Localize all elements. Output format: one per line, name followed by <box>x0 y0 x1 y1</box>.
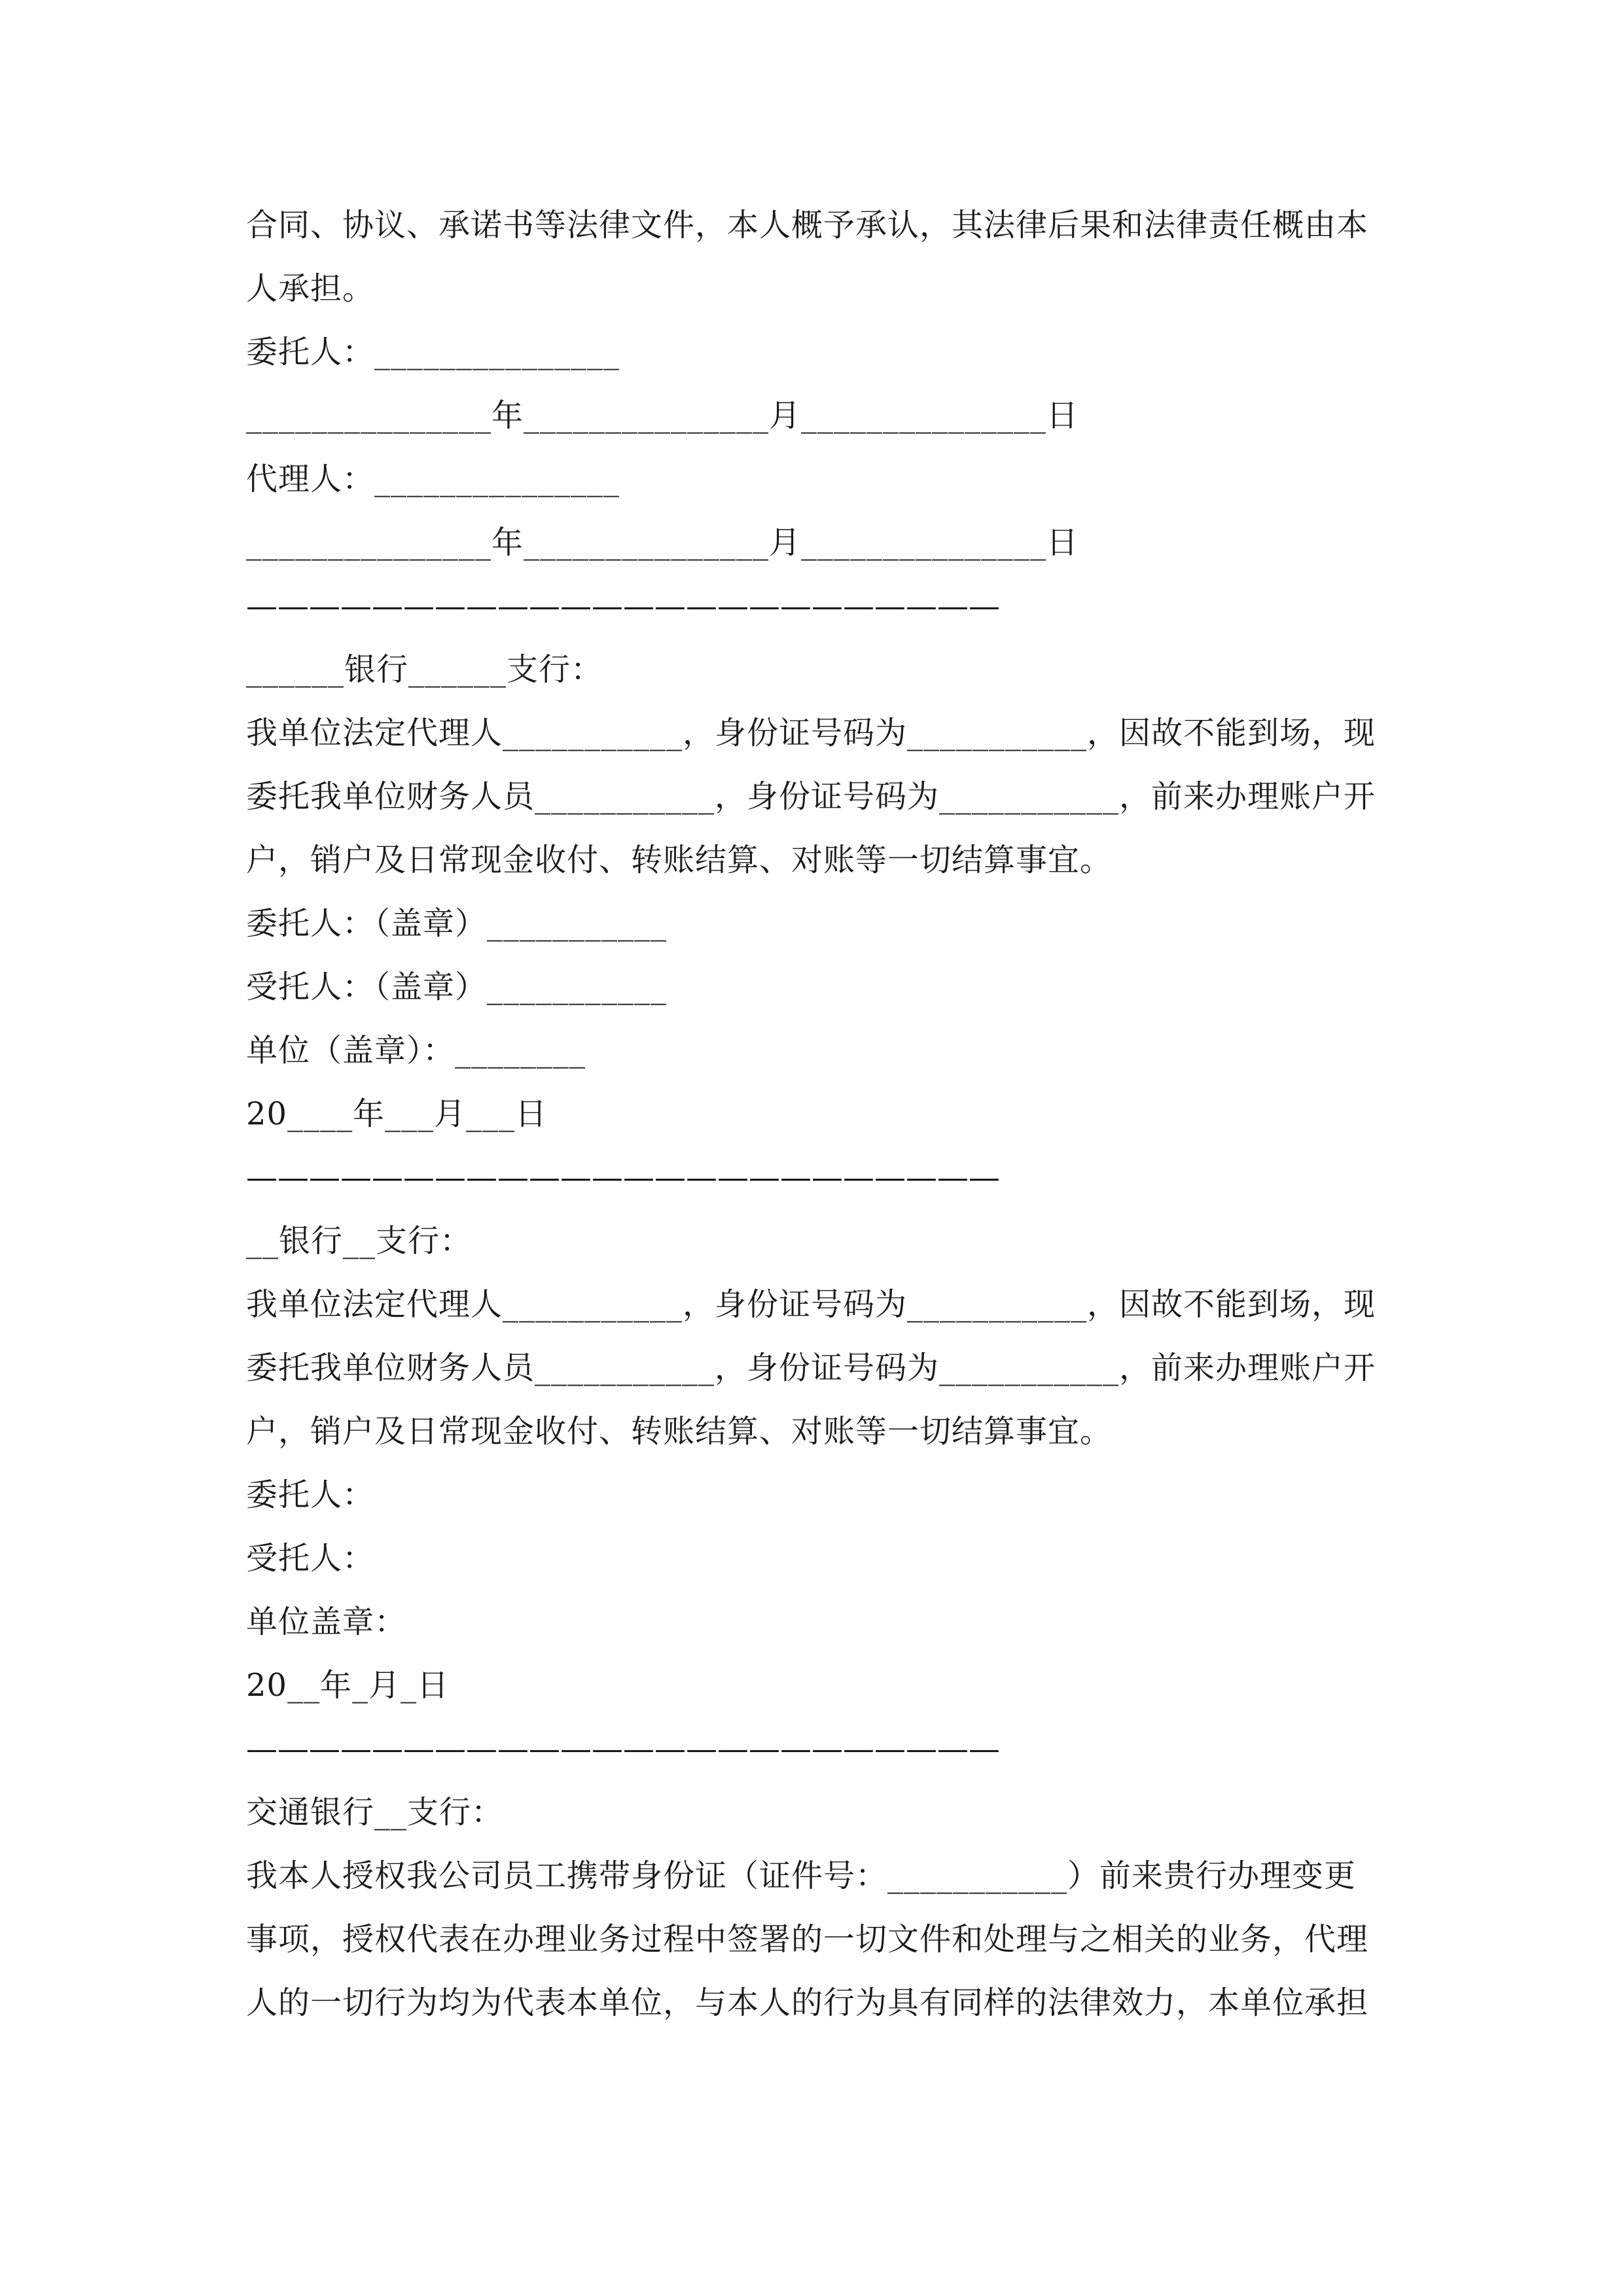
text-line: 人的一切行为均为代表本单位，与本人的行为具有同样的法律效力，本单位承担 <box>246 1984 1369 2021</box>
text-line: 户，销户及日常现金收付、转账结算、对账等一切结算事宜。 <box>246 1413 1113 1450</box>
agent-signature-line: 代理人：_______________ <box>246 461 620 497</box>
principal-signature-line: 委托人：_______________ <box>246 334 620 370</box>
principal-line: 委托人： <box>246 1477 375 1513</box>
text-line: 事项，授权代表在办理业务过程中签署的一切文件和处理与之相关的业务，代理 <box>246 1921 1369 1958</box>
text-line: 人承担。 <box>246 270 375 307</box>
agent-date-line: _______________年_______________月_______________日 <box>246 524 1079 561</box>
bank-branch-heading: __银行__支行： <box>246 1223 473 1259</box>
section-separator: ———————————————————————— <box>246 1159 1000 1196</box>
document-page <box>246 194 1378 2035</box>
section-separator: ———————————————————————— <box>246 588 1000 624</box>
date-line: 20____年___月___日 <box>246 1096 548 1132</box>
bank-branch-heading: 交通银行__支行： <box>246 1794 504 1831</box>
section-separator: ———————————————————————— <box>246 1731 1000 1767</box>
unit-seal-line: 单位（盖章）：________ <box>246 1032 586 1069</box>
text-line: 委托我单位财务人员___________，身份证号码为___________，前来办理账户开 <box>246 778 1376 815</box>
date-line: 20__年_月_日 <box>246 1667 450 1704</box>
principal-seal-line: 委托人：（盖章）___________ <box>246 905 668 942</box>
text-line: 户，销户及日常现金收付、转账结算、对账等一切结算事宜。 <box>246 842 1113 878</box>
text-line: 委托我单位财务人员___________，身份证号码为___________，前来办理账户开 <box>246 1350 1376 1386</box>
text-line: 我本人授权我公司员工携带身份证（证件号：___________）前来贵行办理变更 <box>246 1857 1357 1894</box>
trustee-line: 受托人： <box>246 1540 375 1577</box>
principal-date-line: _______________年_______________月_______________日 <box>246 397 1079 434</box>
text-line: 合同、协议、承诺书等法律文件，本人概予承认，其法律后果和法律责任概由本 <box>246 207 1369 243</box>
bank-branch-heading: ______银行______支行： <box>246 651 603 688</box>
unit-seal-line: 单位盖章： <box>246 1604 407 1640</box>
text-line: 我单位法定代理人___________，身份证号码为___________，因故不能到场，现 <box>246 1286 1376 1323</box>
trustee-seal-line: 受托人：（盖章）___________ <box>246 969 668 1005</box>
text-line: 我单位法定代理人___________，身份证号码为___________，因故不能到场，现 <box>246 715 1376 751</box>
